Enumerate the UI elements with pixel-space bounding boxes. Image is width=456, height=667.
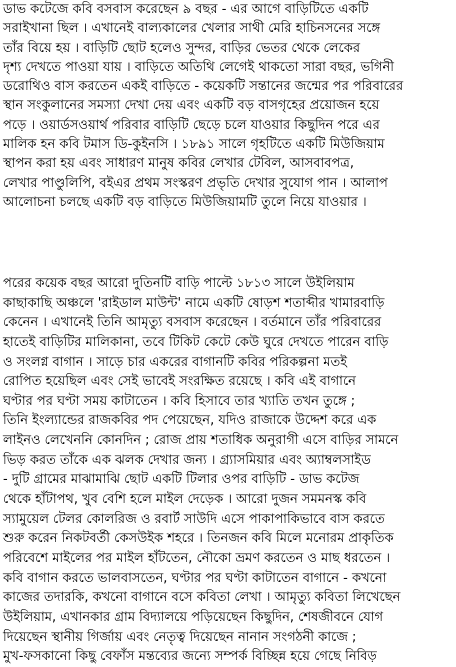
text-line: হাতেই বাড়িটির মালিকানা, তবে টিকিট কেটে কেউ ঘুরে দেখতে পারেন বাড়ি	[3, 334, 389, 350]
text-line: ঘণ্টার পর ঘণ্টা সময় কাটাতেন । কবি হিসাবে তার খ্যাতি তখন তুঙ্গে ;	[3, 393, 356, 409]
text-line: দিয়েছেন স্থানীয় গির্জায় এবং নেতৃত্ব দিয়েছেন নানান সংগঠনী কাজে ;	[3, 629, 357, 645]
text-line: উইলিয়াম, এখানকার গ্রাম বিদ্যালয়ে পড়িয়েছেন কিছুদিন, শেষজীবনে যোগ	[3, 609, 384, 625]
text-line: দৃশ্য দেখতে পাওয়া যায় । বাড়িতে অতিথি লেগেই থাকতো সারা বছর, ভগিনী	[3, 59, 394, 75]
text-line: ডাভ কটেজে কবি বসবাস করেছেন ৯ বছর - এর আগে বাড়িটিতে একটি	[3, 2, 369, 17]
text-line: রোপিত হয়েছিল এবং সেই ভাবেই সংরক্ষিত রয়েছে । কবি এই বাগানে	[3, 374, 356, 390]
text-line: স্যামুয়েল টেলর কোলরিজ ও রবার্ট সাউদি এসে পাকাপাকিভাবে বাস করতে	[3, 511, 385, 527]
paragraph	[0, 0, 456, 212]
text-line: পড়ে । ওয়ার্ডসওয়ার্থ পরিবার বাড়িটি ছেড়ে চলে যাওয়ার কিছুদিন পরে এর	[3, 117, 380, 133]
text-line: আলোচনা চলছে একটি বড় বাড়িতে মিউজিয়ামটি তুলে নিয়ে যাওয়ার ।	[3, 194, 367, 210]
text-line: - দুটি গ্রামের মাঝামাঝি ছোট একটি টিলার ওপর বাড়িটি - ডাভ কটেজ	[3, 472, 360, 488]
text-line: লেখার পাণ্ডুলিপি, বইএর প্রথম সংস্করণ প্রভৃতি দেখার সুযোগ পান । আলাপ	[3, 175, 388, 191]
text-line: ডরোথিও বাস করতেন একই বাড়িতে - কয়েকটি সন্তানের জন্মের পর পরিবারের	[3, 79, 404, 95]
text-line: লাইনও লেখেননি কোনদিন ; রোজ প্রায় শতাধিক অনুরাগী এসে বাড়ির সামনে	[3, 433, 399, 449]
text-line: ও সংলগ্ন বাগান । সাড়ে চার একরের বাগানটি কবির পরিকল্পনা মতই	[3, 354, 347, 370]
text-line: মালিক হন কবি টমাস ডি-কুইনসি । ১৮৯১ সালে গৃহটিতে একটি মিউজিয়াম	[3, 137, 385, 153]
text-line: কাছাকাছি অঞ্চলে 'রাইডাল মাউন্ট' নামে একটি ষোড়শ শতাব্দীর খামারবাড়ি	[3, 295, 385, 311]
text-line: স্থান সংকুলানের সমস্যা দেখা দেয় এবং একটি বড় বাসগৃহের প্রয়োজন হয়ে	[3, 98, 380, 114]
text-line: ভিড় করত তাঁকে এক ঝলক দেখার জন্য । গ্র্যাসমিয়ার এবং অ্যাম্বলসাইড	[3, 452, 371, 468]
text-line: শুরু করেন নিকটবর্তী কেসউইক শহরে । তিনজন কবি মিলে মনোরম প্রাকৃতিক	[3, 531, 394, 547]
text-line: স্থাপন করা হয় এবং সাধারণ মানুষ কবির লেখার টেবিল, আসবাবপত্র,	[3, 156, 354, 172]
text-line: সরাইখানা ছিল । এখানেই বাল্যকালের খেলার সাথী মেরি হাচিনসনের সঙ্গে	[3, 21, 381, 37]
text-line: থেকে হাঁটাপথ, খুব বেশি হলে মাইল দেড়েক । আরো দুজন সমমনস্ক কবি	[3, 492, 367, 508]
text-line: তিনি ইংল্যান্ডের রাজকবির পদ পেয়েছেন, যদিও রাজাকে উদ্দেশ করে এক	[3, 413, 377, 429]
text-line: পরিবেশে মাইলের পর মাইল হাঁটতেন, নৌকো ভ্রমণ করতেন ও মাছ ধরতেন ।	[3, 550, 391, 566]
text-line: তাঁর বিয়ে হয় । বাড়িটি ছোট হলেও সুন্দর, বাড়ির ভেতর থেকে লেকের	[3, 40, 360, 56]
text-line: পরের কয়েক বছর আরো দুতিনটি বাড়ি পাল্টে ১৮১৩ সালে উইলিয়াম	[3, 276, 355, 291]
text-line: কবি বাগান করতে ভালবাসতেন, ঘণ্টার পর ঘণ্টা কাটাতেন বাগানে - কখনো	[3, 570, 387, 586]
text-line: কেনেন । এখানেই তিনি আমৃত্যু বসবাস করেছেন । বর্তমানে তাঁর পরিবারের	[3, 315, 382, 331]
paragraph	[0, 274, 456, 667]
text-line: কাজের তদারকি, কখনো বাগানে বসে কবিতা লেখা । আমৃত্যু কবিতা লিখেছেন	[3, 590, 401, 606]
text-line: মুখ-ফসকানো কিছু বেফাঁস মন্তব্যের জন্যে সম্পর্ক বিচ্ছিন্ন হয়ে গেছে নিবিড়	[3, 649, 377, 665]
